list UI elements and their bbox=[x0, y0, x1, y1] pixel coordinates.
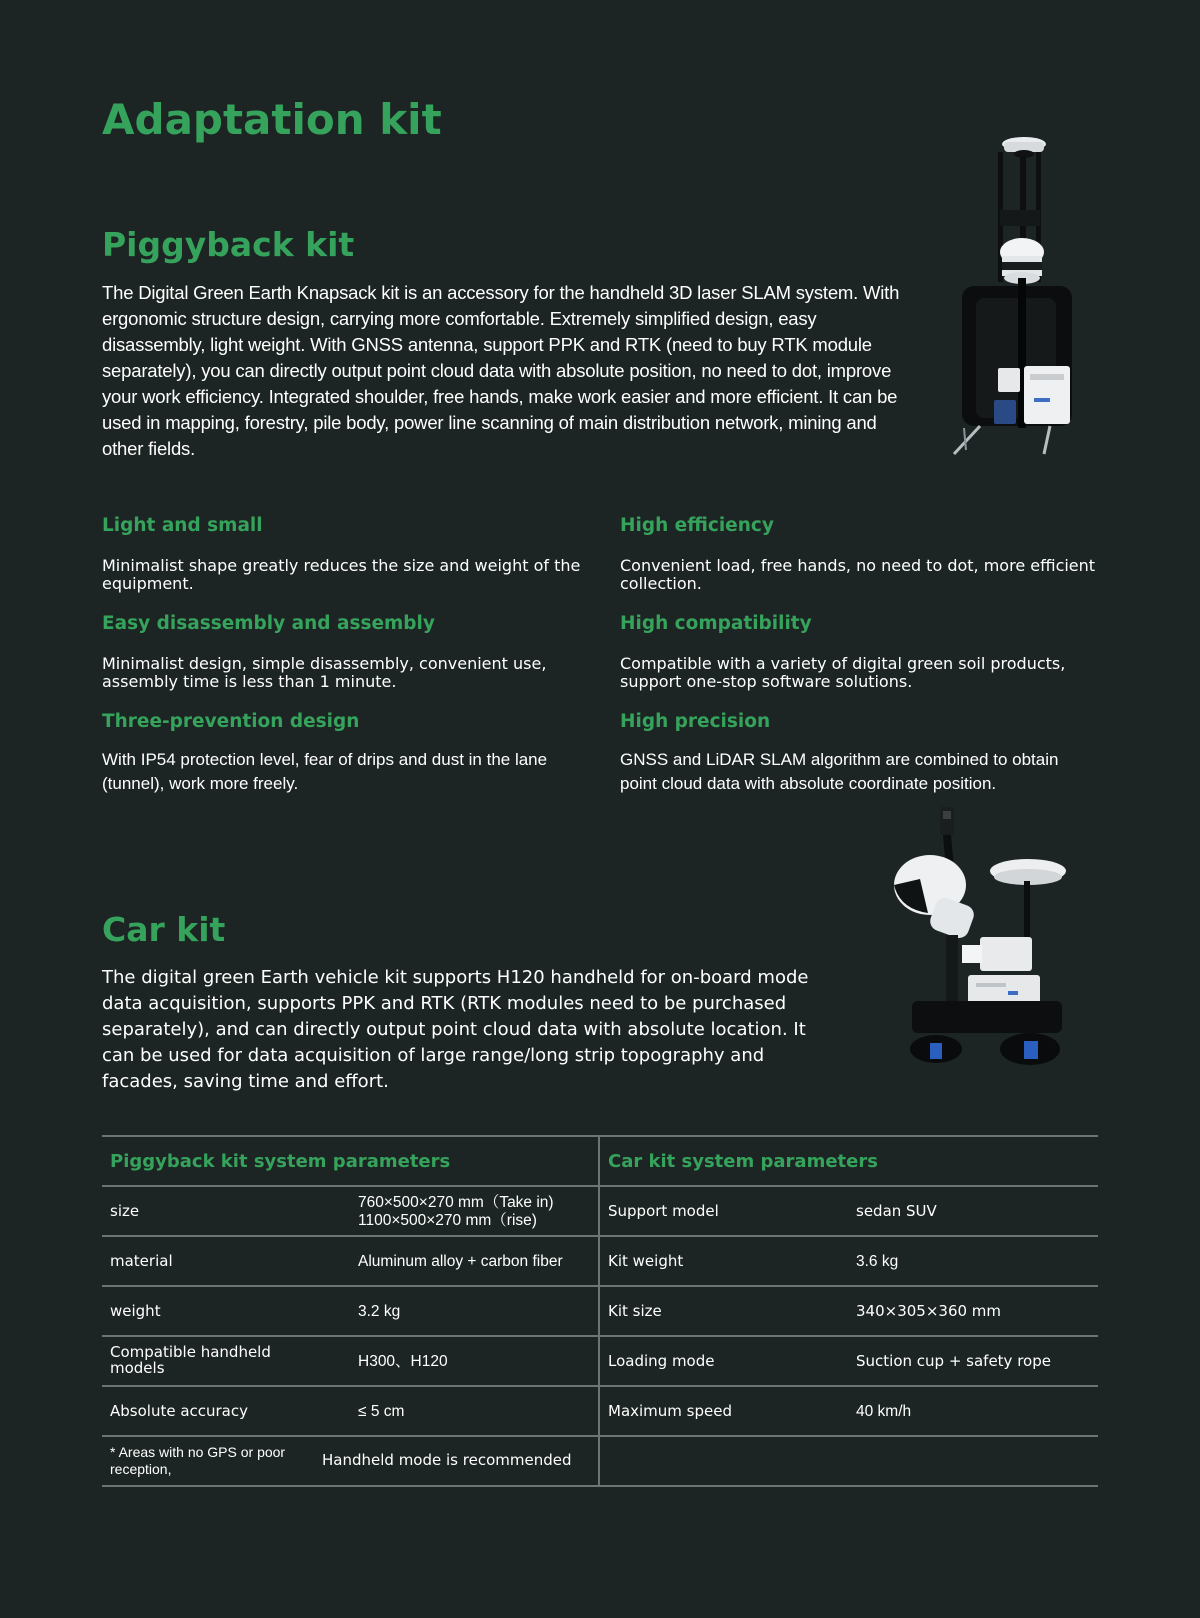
table-divider bbox=[598, 1135, 600, 1487]
feature-title: Light and small bbox=[102, 515, 263, 536]
feature-title: High compatibility bbox=[620, 613, 812, 634]
param-value: 340×305×360 mm bbox=[856, 1302, 1002, 1320]
param-value: 760×500×270 mm（Take in) bbox=[358, 1194, 554, 1211]
feature-text: Compatible with a variety of digital green soil products, support one-stop software solutions. bbox=[620, 654, 1066, 691]
param-label: Kit size bbox=[608, 1302, 662, 1320]
feature-title: High precision bbox=[620, 711, 771, 732]
feature-text: GNSS and LiDAR SLAM algorithm are combined to obtain point cloud data with absolute coordinate position. bbox=[620, 750, 1059, 793]
piggyback-kit-title: Piggyback kit bbox=[102, 225, 355, 264]
param-value: Suction cup + safety rope bbox=[856, 1352, 1051, 1370]
car-kit-description: The digital green Earth vehicle kit supports H120 handheld for on-board mode data acquisition, supports PPK and RTK (RTK modules need to be purchased separately), and can directly output point cloud data with absolute location. It can be used for data acquisition of large range/long strip topography and facades, saving time and effort. bbox=[102, 967, 809, 1092]
param-label: Loading mode bbox=[608, 1352, 715, 1370]
feature-text: Minimalist shape greatly reduces the size and weight of the equipment. bbox=[102, 556, 581, 593]
param-label: models bbox=[110, 1359, 165, 1377]
feature-title: High efficiency bbox=[620, 515, 774, 536]
feature-text: With IP54 protection level, fear of drips and dust in the lane (tunnel), work more freely. bbox=[102, 750, 548, 793]
param-value: 1100×500×270 mm（rise) bbox=[358, 1212, 537, 1229]
table-rule bbox=[102, 1335, 1098, 1337]
param-note: * Areas with no GPS or poor bbox=[110, 1444, 286, 1460]
param-label: Support model bbox=[608, 1202, 719, 1220]
piggyback-kit-description: The Digital Green Earth Knapsack kit is an accessory for the handheld 3D laser SLAM system. With ergonomic structure design, carrying more comfortable. Extremely simplified design, easy disassembly, light weight. With GNSS antenna, support PPK and RTK (need to buy RTK module separately), you can directly output point cloud data with absolute position, no need to dot, improve your work efficiency. Integrated shoulder, free hands, make work easier and more efficient. It can be used in mapping, forestry, pile body, power line scanning of main distribution network, mining and other fields. bbox=[102, 282, 900, 459]
param-label: weight bbox=[110, 1302, 161, 1320]
feature-title: Three-prevention design bbox=[102, 711, 360, 732]
feature-title: Easy disassembly and assembly bbox=[102, 613, 435, 634]
param-label: size bbox=[110, 1202, 140, 1220]
param-value: 3.2 kg bbox=[358, 1303, 401, 1320]
car-kit-image bbox=[880, 805, 1080, 1075]
feature-text: Convenient load, free hands, no need to dot, more efficient collection. bbox=[620, 556, 1096, 593]
table-rule bbox=[102, 1135, 1098, 1137]
param-value: 40 km/h bbox=[856, 1403, 912, 1420]
feature-text: Minimalist design, simple disassembly, convenient use, assembly time is less than 1 minute. bbox=[102, 654, 547, 691]
param-label: Absolute accuracy bbox=[110, 1402, 249, 1420]
param-note: reception, bbox=[110, 1461, 172, 1477]
table-rule bbox=[102, 1235, 1098, 1237]
param-value: sedan SUV bbox=[856, 1202, 937, 1220]
param-label: Kit weight bbox=[608, 1252, 684, 1270]
car-params-header: Car kit system parameters bbox=[608, 1151, 878, 1172]
table-rule bbox=[102, 1485, 1098, 1487]
param-value: Aluminum alloy + carbon fiber bbox=[358, 1253, 563, 1270]
table-rule bbox=[102, 1385, 1098, 1387]
piggyback-params-header: Piggyback kit system parameters bbox=[110, 1151, 451, 1172]
param-value: ≤ 5 cm bbox=[358, 1403, 405, 1420]
param-value: H300、H120 bbox=[358, 1353, 448, 1370]
table-rule bbox=[102, 1185, 1098, 1187]
page-title: Adaptation kit bbox=[102, 95, 442, 144]
table-rule bbox=[102, 1435, 1098, 1437]
param-label: Compatible handheld bbox=[110, 1343, 271, 1361]
param-label: material bbox=[110, 1252, 173, 1270]
param-label: Maximum speed bbox=[608, 1402, 732, 1420]
backpack-lidar-image bbox=[940, 128, 1090, 468]
table-rule bbox=[102, 1285, 1098, 1287]
param-value: 3.6 kg bbox=[856, 1253, 899, 1270]
car-kit-title: Car kit bbox=[102, 910, 226, 949]
param-value: Handheld mode is recommended bbox=[322, 1451, 572, 1469]
